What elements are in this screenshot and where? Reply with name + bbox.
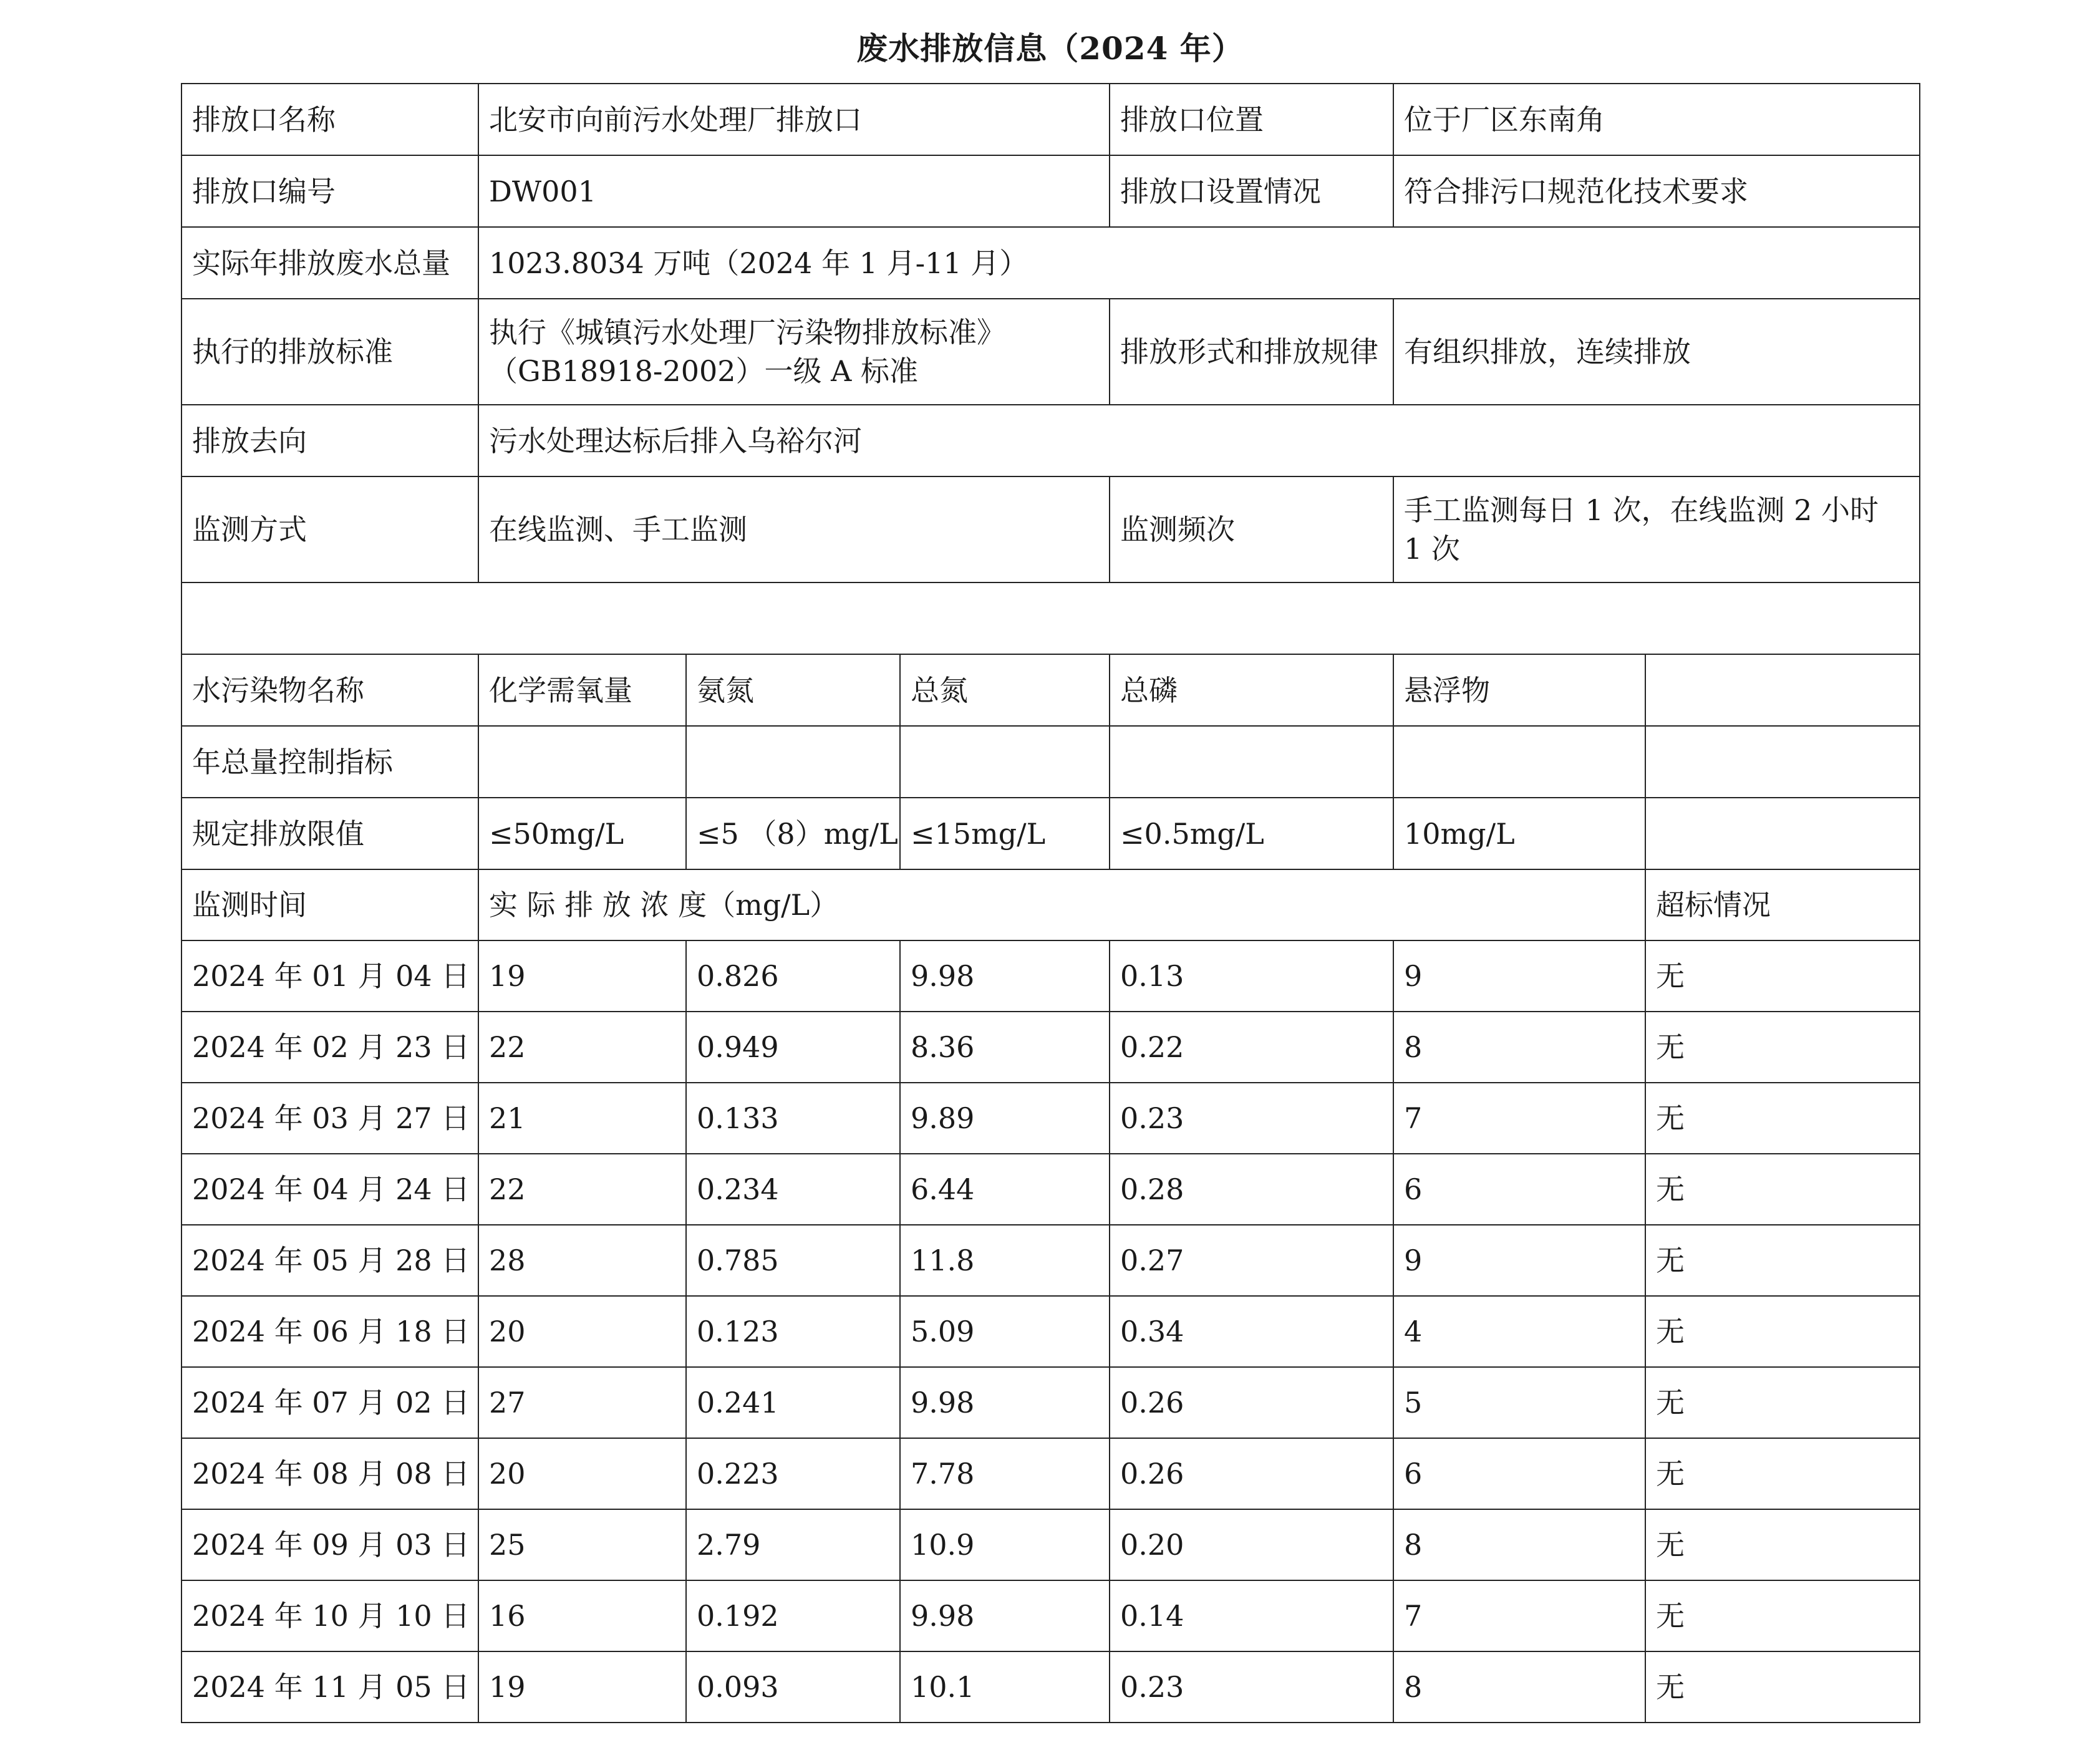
tn-value: 9.98 bbox=[900, 1367, 1110, 1438]
table-row bbox=[181, 1225, 1920, 1296]
annual-control-label: 年总量控制指标 bbox=[181, 726, 478, 798]
exceed-value: 无 bbox=[1645, 1083, 1920, 1154]
cod-value: 25 bbox=[478, 1509, 686, 1580]
blank-cell bbox=[181, 582, 1920, 654]
ss-value: 8 bbox=[1393, 1012, 1645, 1083]
cod-value: 22 bbox=[478, 1012, 686, 1083]
exceed-value: 无 bbox=[1645, 1225, 1920, 1296]
cod-value: 21 bbox=[478, 1083, 686, 1154]
limit-empty bbox=[1645, 798, 1920, 869]
ss-value: 4 bbox=[1393, 1296, 1645, 1367]
annual-control-cell bbox=[1110, 726, 1393, 798]
nh3n-value: 0.234 bbox=[686, 1154, 900, 1225]
limit-label: 规定排放限值 bbox=[181, 798, 478, 869]
tn-value: 10.9 bbox=[900, 1509, 1110, 1580]
row-standard bbox=[181, 299, 1920, 405]
row-pollutant-names bbox=[181, 654, 1920, 726]
ss-value: 9 bbox=[1393, 1225, 1645, 1296]
tp-value: 0.20 bbox=[1110, 1509, 1393, 1580]
ss-value: 9 bbox=[1393, 940, 1645, 1012]
tp-value: 0.22 bbox=[1110, 1012, 1393, 1083]
table-row bbox=[181, 1296, 1920, 1367]
standard-value bbox=[478, 299, 1110, 405]
monitor-date: 2024 年 09 月 03 日 bbox=[181, 1509, 478, 1580]
frequency-value bbox=[1393, 476, 1920, 582]
row-method bbox=[181, 476, 1920, 582]
table-row bbox=[181, 1154, 1920, 1225]
row-outlet-name bbox=[181, 84, 1920, 155]
time-label: 监测时间 bbox=[181, 869, 478, 940]
tp-value: 0.13 bbox=[1110, 940, 1393, 1012]
annual-control-cell bbox=[478, 726, 686, 798]
nh3n-value: 2.79 bbox=[686, 1509, 900, 1580]
cod-value: 22 bbox=[478, 1154, 686, 1225]
monitor-date: 2024 年 08 月 08 日 bbox=[181, 1438, 478, 1509]
outlet-code-value: DW001 bbox=[478, 155, 1110, 227]
exceed-value: 无 bbox=[1645, 940, 1920, 1012]
ss-value: 5 bbox=[1393, 1367, 1645, 1438]
monitor-date: 2024 年 07 月 02 日 bbox=[181, 1367, 478, 1438]
method-value: 在线监测、手工监测 bbox=[478, 476, 1110, 582]
table-row bbox=[181, 1367, 1920, 1438]
exceed-value: 无 bbox=[1645, 1509, 1920, 1580]
table-row bbox=[181, 1083, 1920, 1154]
cod-value: 19 bbox=[478, 940, 686, 1012]
destination-label: 排放去向 bbox=[181, 405, 478, 476]
row-monitoring-header bbox=[181, 869, 1920, 940]
pollutant-name: 总磷 bbox=[1110, 654, 1393, 726]
outlet-name-label: 排放口名称 bbox=[181, 84, 478, 155]
tp-value: 0.23 bbox=[1110, 1651, 1393, 1723]
nh3n-value: 0.826 bbox=[686, 940, 900, 1012]
cod-value: 28 bbox=[478, 1225, 686, 1296]
tp-value: 0.14 bbox=[1110, 1580, 1393, 1651]
table-row bbox=[181, 1580, 1920, 1651]
table-row bbox=[181, 1012, 1920, 1083]
frequency-label: 监测频次 bbox=[1110, 476, 1393, 582]
monitor-date: 2024 年 02 月 23 日 bbox=[181, 1012, 478, 1083]
tp-value: 0.27 bbox=[1110, 1225, 1393, 1296]
exceed-value: 无 bbox=[1645, 1367, 1920, 1438]
frequency-line-1: 手工监测每日 1 次，在线监测 2 小时 bbox=[1404, 493, 1879, 527]
exceed-value: 无 bbox=[1645, 1296, 1920, 1367]
monitor-date: 2024 年 01 月 04 日 bbox=[181, 940, 478, 1012]
row-destination bbox=[181, 405, 1920, 476]
monitor-date: 2024 年 11 月 05 日 bbox=[181, 1651, 478, 1723]
cod-value: 16 bbox=[478, 1580, 686, 1651]
outlet-location-label: 排放口位置 bbox=[1110, 84, 1393, 155]
exceed-value: 无 bbox=[1645, 1012, 1920, 1083]
table-row bbox=[181, 1651, 1920, 1723]
nh3n-value: 0.093 bbox=[686, 1651, 900, 1723]
limit-value: ≤5 （8）mg/L bbox=[686, 798, 900, 869]
outlet-code-label: 排放口编号 bbox=[181, 155, 478, 227]
form-value: 有组织排放，连续排放 bbox=[1393, 299, 1920, 405]
annual-control-cell bbox=[686, 726, 900, 798]
tp-value: 0.26 bbox=[1110, 1367, 1393, 1438]
tn-value: 11.8 bbox=[900, 1225, 1110, 1296]
wastewater-table bbox=[181, 83, 1920, 1723]
table-row bbox=[181, 940, 1920, 1012]
tn-value: 7.78 bbox=[900, 1438, 1110, 1509]
row-annual-control bbox=[181, 726, 1920, 798]
pollutant-name: 总氮 bbox=[900, 654, 1110, 726]
tn-value: 9.98 bbox=[900, 1580, 1110, 1651]
ss-value: 6 bbox=[1393, 1154, 1645, 1225]
monitor-date: 2024 年 10 月 10 日 bbox=[181, 1580, 478, 1651]
nh3n-value: 0.785 bbox=[686, 1225, 900, 1296]
tp-value: 0.28 bbox=[1110, 1154, 1393, 1225]
tp-value: 0.26 bbox=[1110, 1438, 1393, 1509]
exceed-label: 超标情况 bbox=[1645, 869, 1920, 940]
outlet-location-value: 位于厂区东南角 bbox=[1393, 84, 1920, 155]
exceed-value: 无 bbox=[1645, 1154, 1920, 1225]
cod-value: 19 bbox=[478, 1651, 686, 1723]
limit-value: ≤15mg/L bbox=[900, 798, 1110, 869]
annual-total-value: 1023.8034 万吨（2024 年 1 月-11 月） bbox=[478, 227, 1920, 299]
form-label: 排放形式和排放规律 bbox=[1110, 299, 1393, 405]
limit-value: ≤50mg/L bbox=[478, 798, 686, 869]
tn-value: 10.1 bbox=[900, 1651, 1110, 1723]
exceed-value: 无 bbox=[1645, 1651, 1920, 1723]
outlet-setup-label: 排放口设置情况 bbox=[1110, 155, 1393, 227]
monitor-date: 2024 年 06 月 18 日 bbox=[181, 1296, 478, 1367]
pollutant-name-empty bbox=[1645, 654, 1920, 726]
table-row bbox=[181, 1509, 1920, 1580]
limit-value: ≤0.5mg/L bbox=[1110, 798, 1393, 869]
nh3n-value: 0.223 bbox=[686, 1438, 900, 1509]
monitor-date: 2024 年 03 月 27 日 bbox=[181, 1083, 478, 1154]
cod-value: 20 bbox=[478, 1438, 686, 1509]
nh3n-value: 0.241 bbox=[686, 1367, 900, 1438]
standard-line-1: 执行《城镇污水处理厂污染物排放标准》 bbox=[489, 316, 1005, 349]
tn-value: 8.36 bbox=[900, 1012, 1110, 1083]
standard-label: 执行的排放标准 bbox=[181, 299, 478, 405]
nh3n-value: 0.133 bbox=[686, 1083, 900, 1154]
tn-value: 5.09 bbox=[900, 1296, 1110, 1367]
row-limits bbox=[181, 798, 1920, 869]
pollutant-name: 氨氮 bbox=[686, 654, 900, 726]
nh3n-value: 0.949 bbox=[686, 1012, 900, 1083]
monitor-date: 2024 年 05 月 28 日 bbox=[181, 1225, 478, 1296]
ss-value: 7 bbox=[1393, 1580, 1645, 1651]
ss-value: 7 bbox=[1393, 1083, 1645, 1154]
annual-total-label: 实际年排放废水总量 bbox=[181, 227, 478, 299]
nh3n-value: 0.123 bbox=[686, 1296, 900, 1367]
row-annual-total bbox=[181, 227, 1920, 299]
row-outlet-code bbox=[181, 155, 1920, 227]
cod-value: 20 bbox=[478, 1296, 686, 1367]
pollutant-header-label: 水污染物名称 bbox=[181, 654, 478, 726]
destination-value: 污水处理达标后排入乌裕尔河 bbox=[478, 405, 1920, 476]
annual-control-cell bbox=[1393, 726, 1645, 798]
outlet-setup-value: 符合排污口规范化技术要求 bbox=[1393, 155, 1920, 227]
table-row bbox=[181, 1438, 1920, 1509]
cod-value: 27 bbox=[478, 1367, 686, 1438]
tn-value: 6.44 bbox=[900, 1154, 1110, 1225]
concentration-label: 实 际 排 放 浓 度（mg/L） bbox=[478, 869, 1645, 940]
ss-value: 6 bbox=[1393, 1438, 1645, 1509]
pollutant-name: 化学需氧量 bbox=[478, 654, 686, 726]
tn-value: 9.98 bbox=[900, 940, 1110, 1012]
ss-value: 8 bbox=[1393, 1651, 1645, 1723]
frequency-line-2: 1 次 bbox=[1404, 532, 1460, 566]
exceed-value: 无 bbox=[1645, 1438, 1920, 1509]
tn-value: 9.89 bbox=[900, 1083, 1110, 1154]
pollutant-name: 悬浮物 bbox=[1393, 654, 1645, 726]
limit-value: 10mg/L bbox=[1393, 798, 1645, 869]
page-title: 废水排放信息（2024 年） bbox=[856, 30, 1244, 67]
nh3n-value: 0.192 bbox=[686, 1580, 900, 1651]
exceed-value: 无 bbox=[1645, 1580, 1920, 1651]
row-blank bbox=[181, 582, 1920, 654]
annual-control-cell bbox=[1645, 726, 1920, 798]
standard-line-2: （GB18918-2002）一级 A 标准 bbox=[489, 354, 918, 388]
annual-control-cell bbox=[900, 726, 1110, 798]
monitor-date: 2024 年 04 月 24 日 bbox=[181, 1154, 478, 1225]
tp-value: 0.23 bbox=[1110, 1083, 1393, 1154]
method-label: 监测方式 bbox=[181, 476, 478, 582]
tp-value: 0.34 bbox=[1110, 1296, 1393, 1367]
ss-value: 8 bbox=[1393, 1509, 1645, 1580]
outlet-name-value: 北安市向前污水处理厂排放口 bbox=[478, 84, 1110, 155]
